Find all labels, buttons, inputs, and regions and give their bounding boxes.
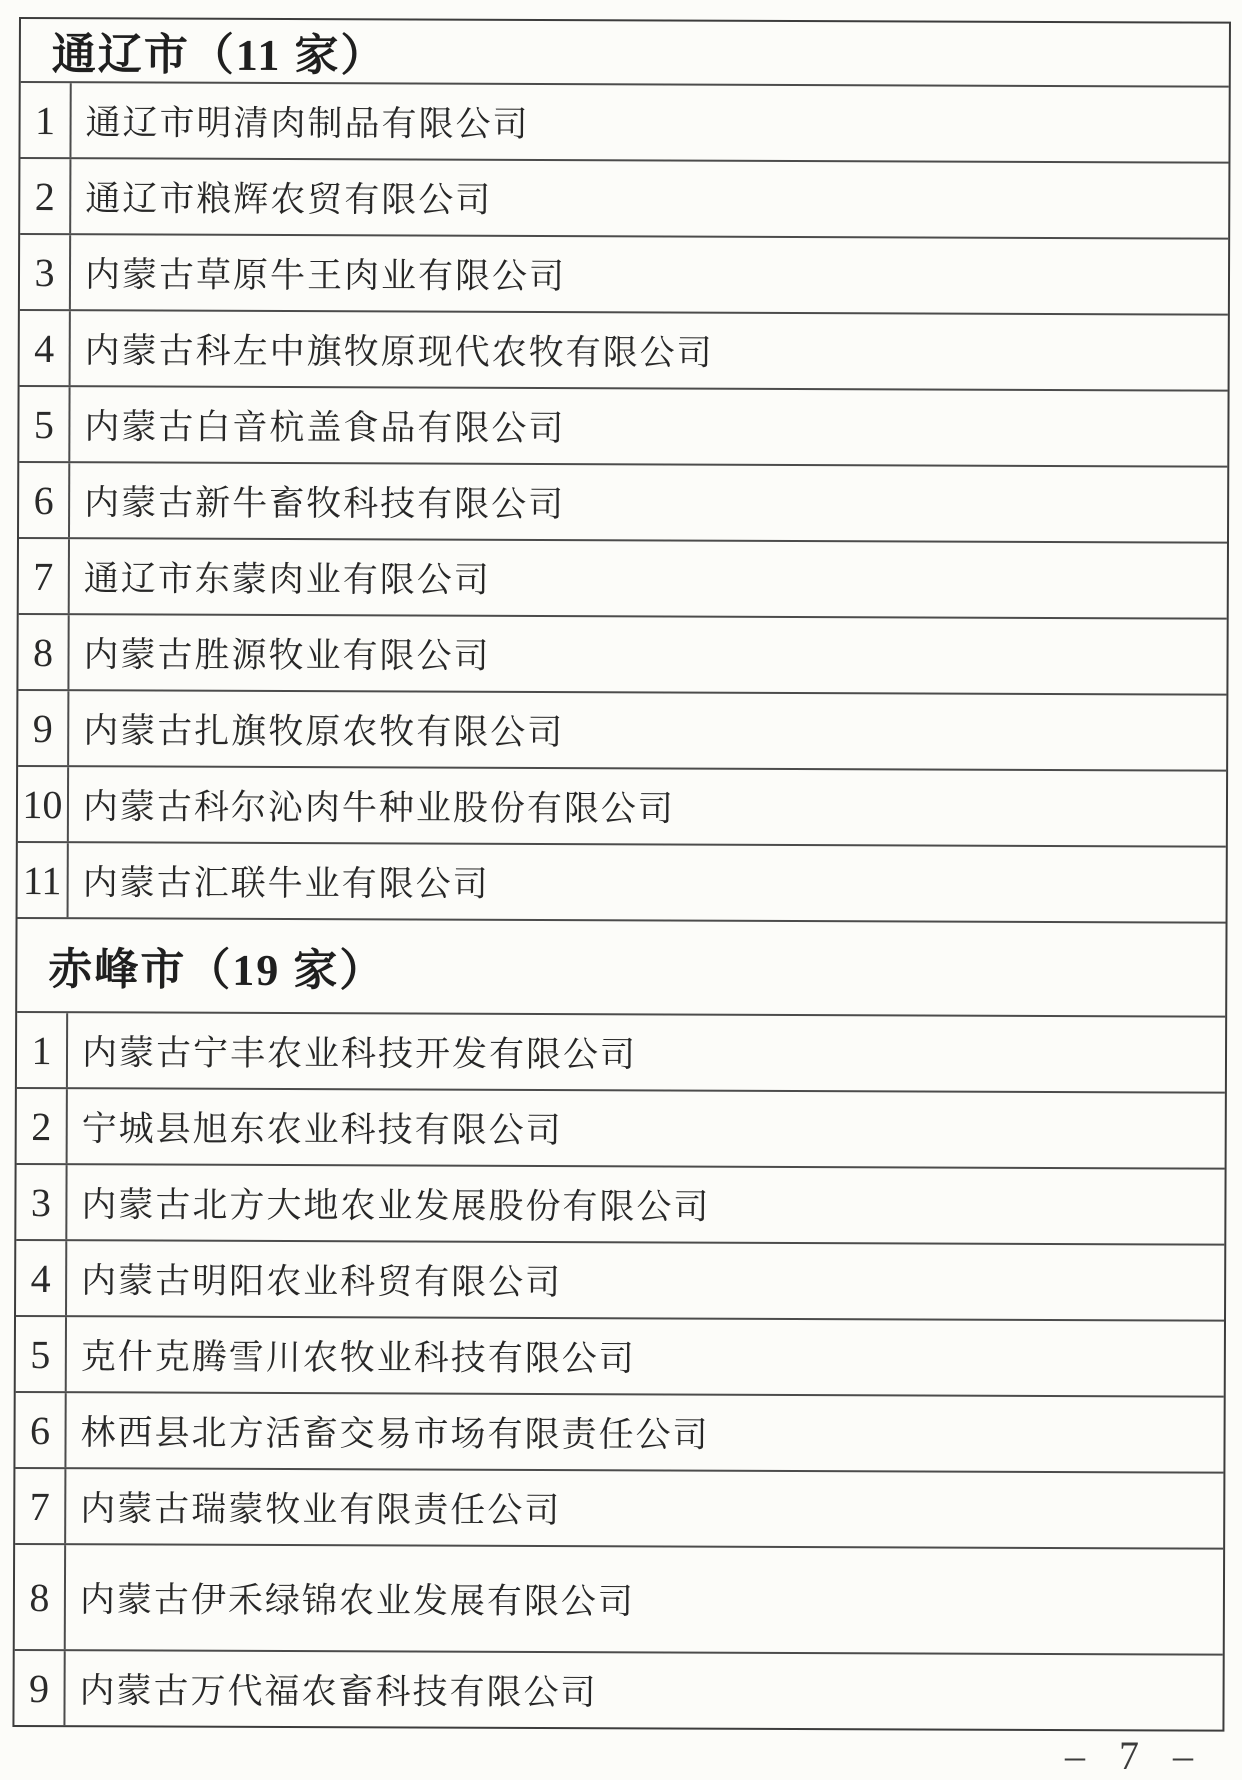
table-row — [19, 461, 1227, 542]
table-row — [18, 689, 1226, 770]
company-name-cell: 内蒙古瑞蒙牧业有限责任公司 — [80, 1489, 562, 1531]
company-name-cell: 通辽市东蒙肉业有限公司 — [83, 559, 491, 600]
table-row — [16, 1163, 1224, 1244]
table-row — [17, 1011, 1225, 1092]
table-row — [19, 385, 1227, 466]
table-row — [18, 841, 1226, 922]
company-name-cell: 内蒙古白音杭盖食品有限公司 — [84, 407, 566, 449]
row-number-cell: 4 — [20, 311, 71, 385]
company-table — [12, 17, 1231, 1732]
table-row — [19, 537, 1227, 618]
company-name-cell: 内蒙古明阳农业科贸有限公司 — [81, 1261, 563, 1303]
row-number-cell: 4 — [16, 1241, 67, 1315]
table-row — [15, 1543, 1223, 1654]
section-header-chifeng — [17, 917, 1225, 1016]
table-row — [14, 1649, 1222, 1730]
company-name-cell: 内蒙古新牛畜牧科技有限公司 — [84, 483, 566, 525]
table-row — [16, 1315, 1224, 1396]
row-number-cell: 2 — [20, 159, 71, 233]
table-row — [18, 613, 1226, 694]
table-row — [18, 765, 1226, 846]
row-number-cell: 6 — [19, 463, 70, 537]
row-number-cell: 11 — [18, 843, 69, 917]
section-header-label: 赤峰市（19 家） — [48, 945, 386, 996]
company-name-cell: 通辽市粮辉农贸有限公司 — [85, 179, 493, 220]
company-name-cell: 内蒙古扎旗牧原农牧有限公司 — [83, 711, 565, 753]
company-name-cell: 内蒙古伊禾绿锦农业发展有限公司 — [79, 1580, 636, 1622]
row-number-cell: 7 — [15, 1469, 66, 1543]
table-row — [15, 1391, 1223, 1472]
page-number: – 7 – — [1065, 1733, 1205, 1778]
company-name-cell: 内蒙古汇联牛业有限公司 — [82, 863, 490, 904]
table-row — [17, 1087, 1225, 1168]
row-number-cell: 8 — [18, 615, 69, 689]
table-row — [15, 1467, 1223, 1548]
company-name-cell: 林西县北方活畜交易市场有限责任公司 — [80, 1413, 710, 1455]
row-number-cell: 5 — [19, 387, 70, 461]
table-row — [20, 309, 1228, 390]
row-number-cell: 3 — [16, 1165, 67, 1239]
company-name-cell: 通辽市明清肉制品有限公司 — [85, 103, 530, 144]
company-name-cell: 宁城县旭东农业科技有限公司 — [81, 1109, 563, 1151]
section-header-label: 通辽市（11 家） — [51, 30, 387, 81]
company-name-cell: 内蒙古北方大地农业发展股份有限公司 — [81, 1185, 711, 1227]
company-name-cell: 内蒙古胜源牧业有限公司 — [83, 635, 491, 676]
company-name-cell: 内蒙古科左中旗牧原现代农牧有限公司 — [84, 331, 714, 373]
row-number-cell: 10 — [18, 767, 69, 841]
row-number-cell: 7 — [19, 539, 70, 613]
row-number-cell: 2 — [17, 1089, 68, 1163]
table-row — [20, 233, 1228, 314]
section-header-tongliao — [21, 19, 1229, 86]
table-row — [20, 157, 1228, 238]
row-number-cell: 1 — [17, 1013, 68, 1087]
company-name-cell: 内蒙古万代福农畜科技有限公司 — [79, 1671, 598, 1713]
row-number-cell: 9 — [18, 691, 69, 765]
table-row — [20, 81, 1228, 162]
company-name-cell: 克什克腾雪川农牧业科技有限公司 — [80, 1337, 636, 1379]
row-number-cell: 6 — [15, 1393, 66, 1467]
table-row — [16, 1239, 1224, 1320]
row-number-cell: 9 — [14, 1651, 65, 1725]
company-name-cell: 内蒙古宁丰农业科技开发有限公司 — [81, 1033, 638, 1075]
company-name-cell: 内蒙古科尔沁肉牛种业股份有限公司 — [82, 787, 676, 829]
row-number-cell: 1 — [20, 83, 71, 157]
row-number-cell: 5 — [16, 1317, 67, 1391]
company-name-cell: 内蒙古草原牛王肉业有限公司 — [84, 255, 567, 297]
row-number-cell: 8 — [15, 1545, 66, 1649]
row-number-cell: 3 — [20, 235, 71, 309]
